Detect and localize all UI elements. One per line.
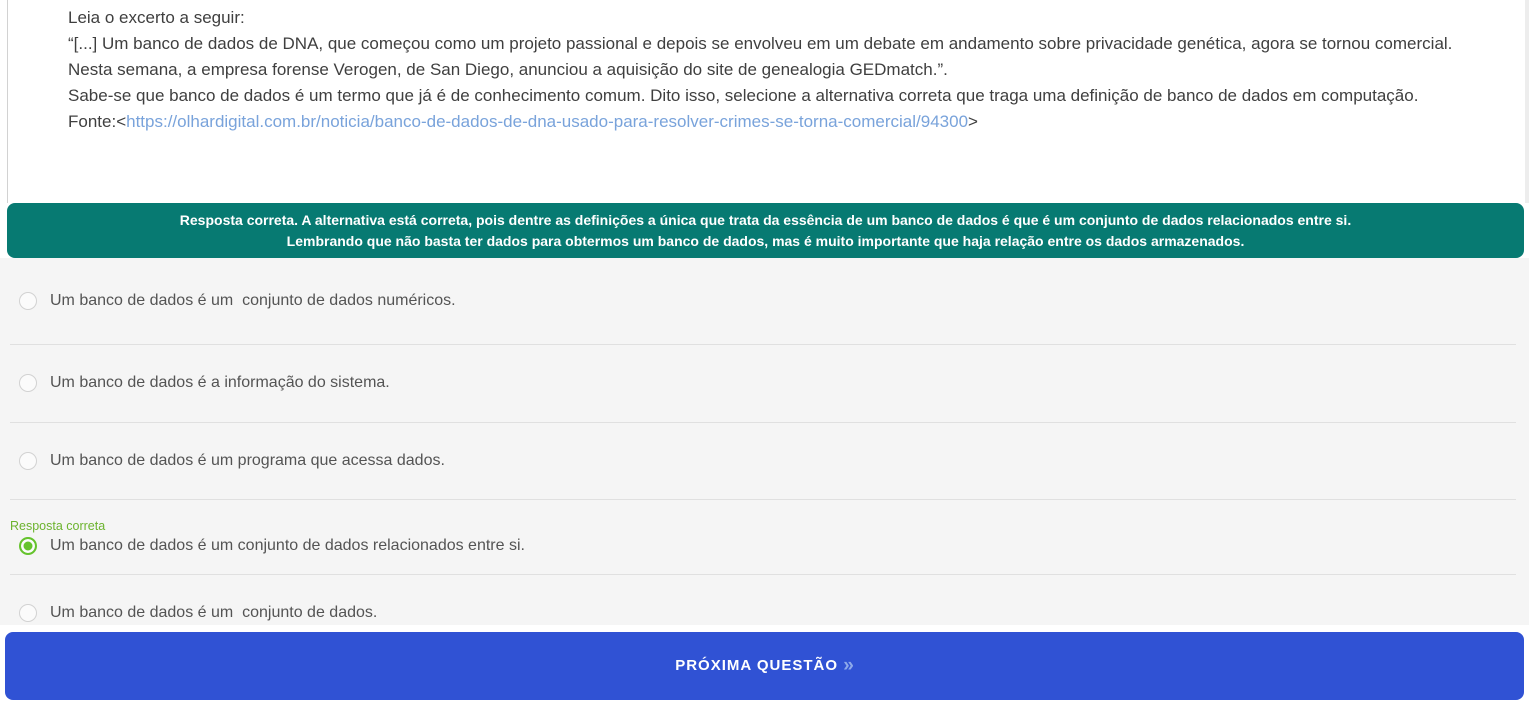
next-question-label: PRÓXIMA QUESTÃO <box>675 657 839 674</box>
question-instruction: Sabe-se que banco de dados é um termo que já é de conhecimento comum. Dito isso, selecione a alternativa correta que traga uma definição de banco de dados em computação. <box>68 86 1419 105</box>
question-quote-line2: Nesta semana, a empresa forense Verogen, de San Diego, anunciou a aquisição do site de genealogia GEDmatch.”. <box>68 60 948 79</box>
feedback-line2: Lembrando que não basta ter dados para obtermos um banco de dados, mas é muito importante que haja relação entre os dados armazenados. <box>286 232 1245 249</box>
option-label: Um banco de dados é a informação do sistema. <box>50 374 390 391</box>
correct-answer-badge: Resposta correta <box>10 518 106 533</box>
radio-button[interactable] <box>19 292 37 310</box>
option-line <box>0 452 1529 470</box>
options-list <box>0 258 1529 625</box>
panel-left-border <box>7 0 8 203</box>
source-prefix: Fonte:< <box>68 112 127 131</box>
question-intro: Leia o excerto a seguir: <box>68 8 245 27</box>
scrollbar[interactable] <box>1525 0 1529 203</box>
source-suffix: > <box>968 112 978 131</box>
option-line <box>0 292 1529 310</box>
option-line <box>0 537 1529 555</box>
double-chevron-right-icon: » <box>843 655 854 676</box>
radio-button[interactable] <box>19 452 37 470</box>
radio-button[interactable] <box>19 537 37 555</box>
option-label: Um banco de dados é um conjunto de dados numéricos. <box>50 292 456 309</box>
answer-option[interactable] <box>0 499 1529 574</box>
option-label: Um banco de dados é um conjunto de dados. <box>50 604 378 621</box>
feedback-line1: Resposta correta. A alternativa está correta, pois dentre as definições a única que trata da essência de um banco de dados é que é um conjunto de dados relacionados entre si. <box>179 211 1352 228</box>
next-question-button[interactable] <box>5 632 1524 700</box>
source-link[interactable]: https://olhardigital.com.br/noticia/banco-de-dados-de-dna-usado-para-resolver-crimes-se-torna-comercial/94300 <box>126 112 969 131</box>
option-label: Um banco de dados é um programa que acessa dados. <box>50 451 445 469</box>
feedback-banner <box>7 203 1524 258</box>
question-quote-line1: “[...] Um banco de dados de DNA, que começou como um projeto passional e depois se envolveu em um debate em andamento sobre privacidade genética, agora se tornou comercial. <box>68 34 1453 53</box>
option-line <box>0 604 1529 622</box>
question-section <box>0 0 1529 203</box>
answer-option[interactable] <box>0 344 1529 422</box>
option-label: Um banco de dados é um conjunto de dados relacionados entre si. <box>50 536 525 554</box>
answer-option[interactable] <box>0 422 1529 499</box>
radio-button[interactable] <box>19 604 37 622</box>
question-source <box>68 109 1469 135</box>
radio-button[interactable] <box>19 374 37 392</box>
answer-option[interactable] <box>0 574 1529 625</box>
option-line <box>0 374 1529 392</box>
answer-option[interactable] <box>0 258 1529 344</box>
question-text <box>0 0 1529 135</box>
